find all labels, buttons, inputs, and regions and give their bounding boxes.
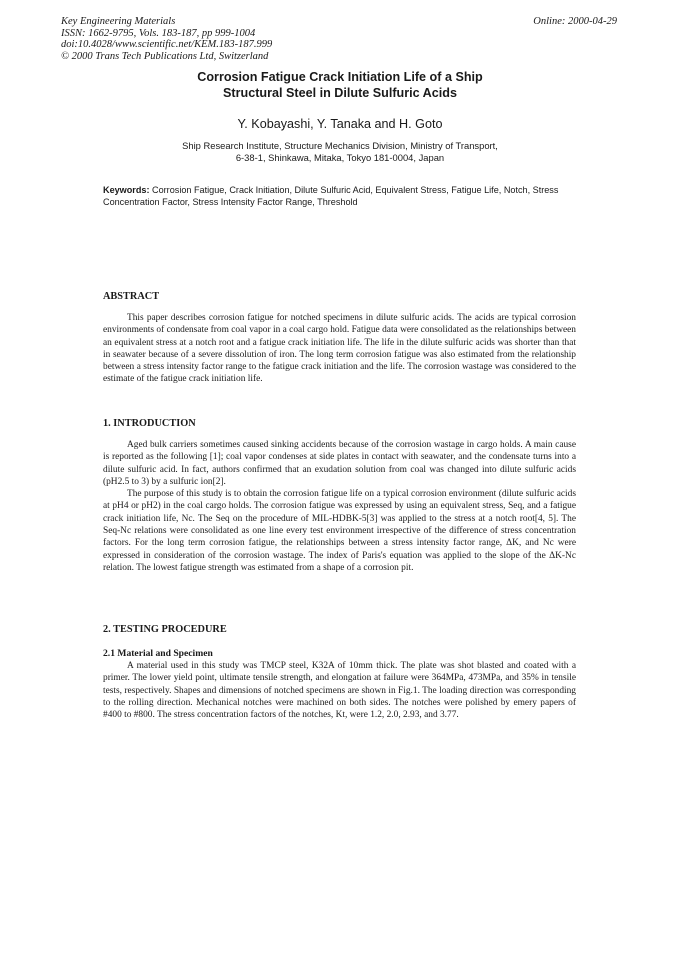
doi-line: doi:10.4028/www.scientific.net/KEM.183-187.999 <box>61 39 273 51</box>
material-specimen-heading: 2.1 Material and Specimen <box>103 648 213 659</box>
title-line-1: Corrosion Fatigue Crack Initiation Life of a Ship <box>197 70 483 84</box>
paper-title <box>60 70 620 101</box>
keywords-text: Corrosion Fatigue, Crack Initiation, Dilute Sulfuric Acid, Equivalent Stress, Fatigue Life, Notch, Stress Concentration Factor, Stress Intensity Factor Range, Threshold <box>103 185 559 207</box>
issn-line: ISSN: 1662-9795, Vols. 183-187, pp 999-1004 <box>61 27 256 39</box>
testing-procedure-heading: 2. TESTING PROCEDURE <box>103 624 227 635</box>
keywords-label: Keywords: <box>103 185 150 195</box>
journal-header <box>61 16 617 62</box>
journal-name: Key Engineering Materials <box>61 16 176 27</box>
abstract-text: This paper describes corrosion fatigue for notched specimens in dilute sulfuric acids. The acids are typical corrosion environments of condensate from coal vapor in a coal cargo hold. Fatigue data were consolidated as the relationships between an equivalent stress at a notch root and a fatigue crack initiation life. The life in the dilute sulfuric acids was shorter than that in seawater because of a severe dissolution of iron. The long term corrosion fatigue was also estimated from the relationship between a stress intensity factor range to the fatigue crack initiation and the life. The corrosion wastage was considered to the estimate of the fatigue crack initiation life. <box>103 313 576 385</box>
affiliation-line-1: Ship Research Institute, Structure Mechanics Division, Ministry of Transport, <box>182 140 498 151</box>
introduction-section <box>103 417 576 574</box>
affiliation <box>60 140 620 164</box>
introduction-paragraph-1: Aged bulk carriers sometimes caused sinking accidents because of the corrosion wastage in cargo holds. A main cause is reported as the following [1]; coal vapor condenses at side plates in contact with seawater, and the condensate turns into a dilute sulfuric acid. In fact, authors confirmed that an exudation solution from coal was changed into dilute sulfuric acids (pH2.5 to 3) by a sulfuric ion[2]. <box>103 440 576 487</box>
testing-procedure-section <box>103 623 576 636</box>
material-specimen-text: A material used in this study was TMCP steel, K32A of 10mm thick. The plate was shot blasted and coated with a primer. The lower yield point, ultimate tensile strength, and elongation at failure were 364MPa, 473MPa, and 35% in tensile tests, respectively. Shapes and dimensions of notched specimens are shown in Fig.1. The loading direction was corresponding to the rolling direction. Mechanical notches were machined on both sides. The notches were polished by emery papers of #400 to #800. The stress concentration factors of the notches, Kt, were 1.2, 2.0, 2.93, and 3.77. <box>103 661 576 721</box>
abstract-heading: ABSTRACT <box>103 291 160 302</box>
abstract-section <box>103 290 576 386</box>
copyright-line: © 2000 Trans Tech Publications Ltd, Switzerland <box>61 50 269 62</box>
affiliation-line-2: 6-38-1, Shinkawa, Mitaka, Tokyo 181-0004, Japan <box>235 152 445 164</box>
introduction-paragraph-2: The purpose of this study is to obtain the corrosion fatigue life on a typical corrosion environment (dilute sulfuric acids at pH4 or pH2) in the coal cargo holds. The corrosion fatigue was expressed by using an equivalent stress, Seq, and a fatigue crack initiation life, Nc. The Seq on the procedure of MIL-HDBK-5[3] was applied to the stress at a notch root[4, 5]. The Seq-Nc relations were consolidated as one line every test environment irrespective of the difference of stress concentration factors. For the long term corrosion fatigue, the relationships between a stress intensity factor range, ΔK, and Nc were expressed in consideration of the corrosion wastage. The index of Paris's equation was applied to the slope of the ΔK-Nc relation. The lowest fatigue strength was estimated from a shape of a corrosion pit. <box>103 489 576 573</box>
title-line-2: Structural Steel in Dilute Sulfuric Acids <box>223 85 457 100</box>
online-date: Online: 2000-04-29 <box>533 16 617 27</box>
authors: Y. Kobayashi, Y. Tanaka and H. Goto <box>237 117 443 131</box>
material-specimen-section <box>103 648 576 721</box>
introduction-heading: 1. INTRODUCTION <box>103 418 196 429</box>
keywords <box>103 184 573 208</box>
